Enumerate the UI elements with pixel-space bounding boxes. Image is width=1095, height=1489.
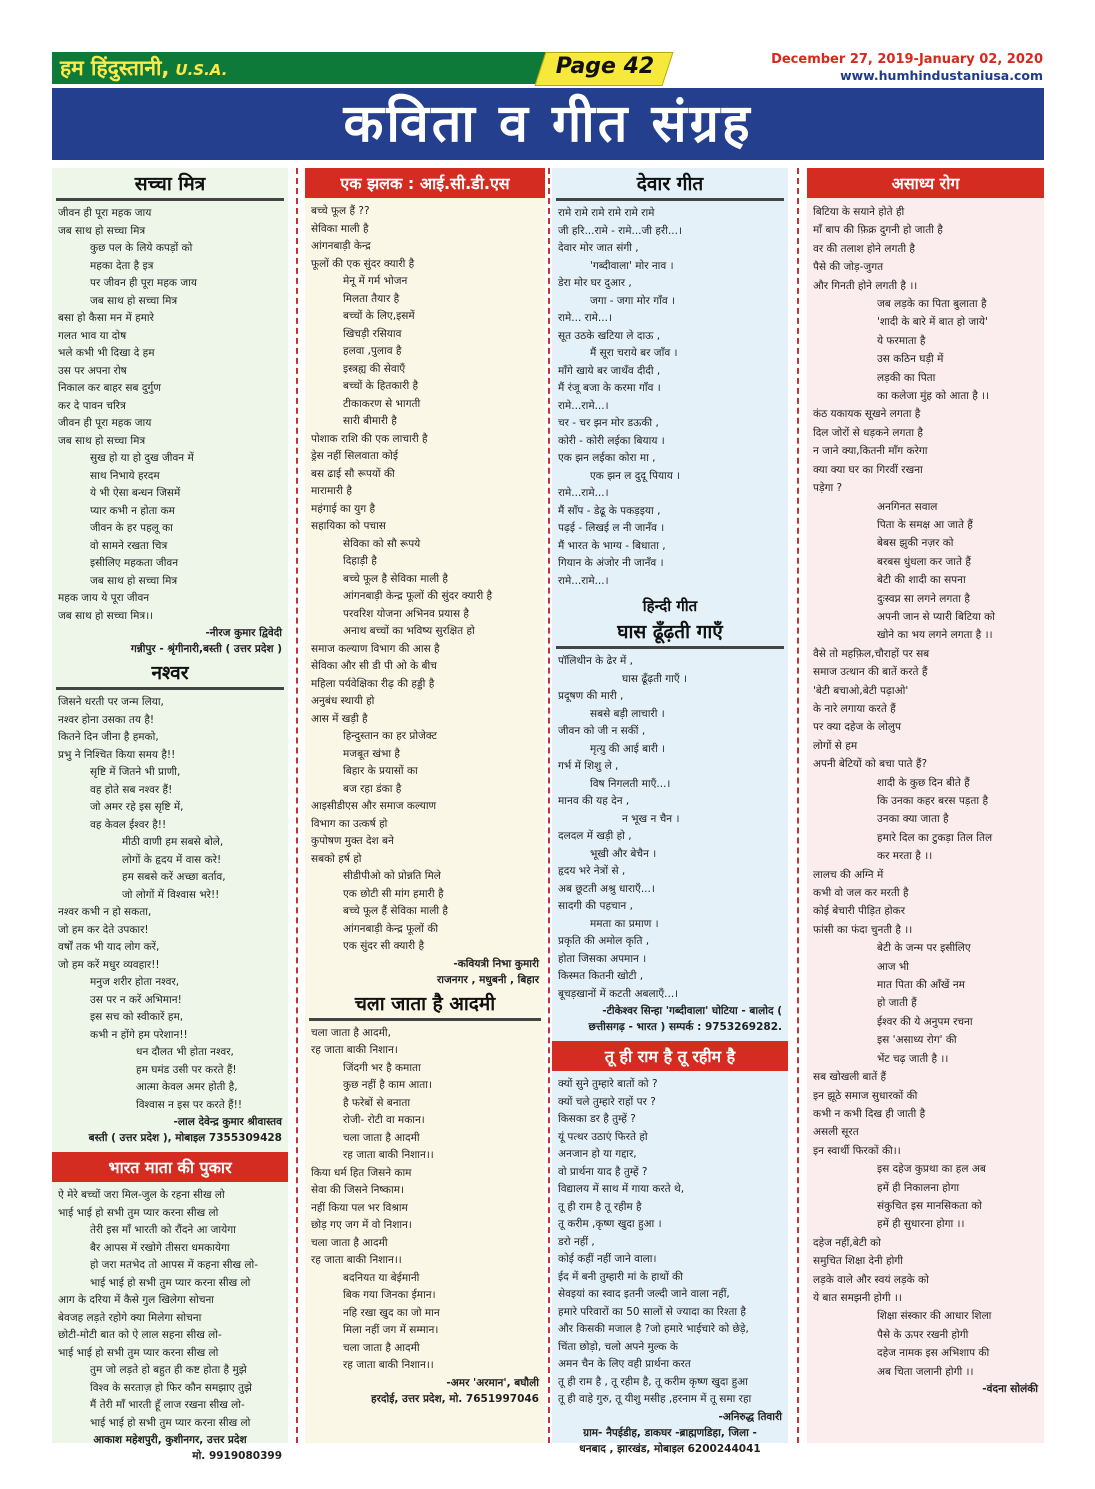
poem-line: देवार मोर जात संगी , xyxy=(558,242,639,254)
poem-line: ये फरमाता है xyxy=(877,334,926,347)
poem-line: जो अमर रहे इस सृष्टि में, xyxy=(90,801,184,813)
poem-line: इन स्वार्थी फिरकों की।। xyxy=(813,1144,901,1157)
poem-line: दिल जोरों से धड़कने लगता है xyxy=(813,426,924,439)
poem-line: हमें ही निकालना होगा xyxy=(877,1181,960,1194)
poem-line: बच्चे फूल हैं ?? xyxy=(311,205,370,217)
poem-line: है फरेबों से बनाता xyxy=(343,1096,411,1109)
poem-author: -लाल देवेन्द्र कुमार श्रीवास्तव xyxy=(173,1116,282,1128)
poem-line: तेरी इस माँ भारती को रौंदने आ जायेगा xyxy=(90,1224,236,1236)
poem-line: समाज उत्थान की बातें करते हैं xyxy=(813,666,928,679)
poem-line: छोड़ गए जग में वो निशान। xyxy=(311,1219,412,1231)
poem-line: वह केवल ईश्वर है!! xyxy=(90,818,167,831)
poem-line: अपनी बेटियों को बचा पाते हैं? xyxy=(813,758,928,771)
poem-line: मैं भारत के भाग्य - बिधाता , xyxy=(558,539,666,552)
poem-line: एक सुंदर सी क्यारी है xyxy=(343,940,425,952)
poem-line: लड़की का पिता xyxy=(877,371,936,384)
poem-line: जब साथ हो सच्चा मित्र।। xyxy=(58,609,154,622)
poem-line: यूं पत्थर उठाएं फिरते हो xyxy=(558,1130,648,1143)
poem-line: बूचड़खानों में कटती अबलाएँ...। xyxy=(558,987,679,1000)
column-3 xyxy=(552,168,788,1455)
poem-line: जब साथ हो सच्चा मित्र xyxy=(90,574,178,587)
poem-line: आंगनबाड़ी केन्द्र xyxy=(311,240,371,252)
poem-line: रामे...रामे...। xyxy=(558,574,609,587)
poem-line: रह जाता बाकी निशान।। xyxy=(343,1359,434,1371)
poem-line: कि उनका कहर बरस पड़ता है xyxy=(877,795,989,807)
poem-body xyxy=(807,203,1044,1381)
poem-line: हो जरा मतभेद तो आपस में कहना सीख लो- xyxy=(90,1259,259,1271)
poem-line: मृत्यु की आई बारी । xyxy=(590,742,666,755)
poem-line: 'गब्दीवाला' मोर नाव । xyxy=(590,259,674,272)
poem-line: उनका क्या जाता है xyxy=(877,813,949,826)
poem-body xyxy=(305,1025,545,1375)
poem-line: कुछ नहीं है काम आता। xyxy=(343,1079,432,1091)
poem-line: नश्वर होना उसका तय है! xyxy=(58,713,155,726)
poem-line: हिन्दुस्तान का हर प्रोजेक्ट xyxy=(343,730,437,742)
poem-line: आग के दरिया में कैसे गुल खिलेगा सोचना xyxy=(58,1294,215,1306)
poem-line: लोगों से हम xyxy=(813,739,858,752)
website-url[interactable]: www.humhindustaniusa.com xyxy=(840,68,1043,83)
poem-line: आस में खड़ी है xyxy=(311,712,368,725)
poem-line: नश्वर कभी न हो सकता, xyxy=(58,906,152,918)
poem-line: दहेज नामक इस अभिशाप की xyxy=(877,1347,990,1360)
poem-title: असाध्य रोग xyxy=(807,168,1044,198)
poem-line: लड़के वाले और स्वयं लड़के को xyxy=(813,1273,929,1286)
poem-line: गर्भ में शिशु ले , xyxy=(558,760,619,772)
poem-author-place: राजनगर , मधुबनी , बिहार xyxy=(436,973,539,986)
poem-line: भाई भाई हो सभी तुम प्यार करना सीख लो xyxy=(90,1276,251,1289)
poem-line: जीवन ही पूरा महक जाय xyxy=(58,207,152,219)
poem-line: विद्यालय में साथ में गाया करते थे, xyxy=(558,1183,685,1195)
poem-line: रोजी- रोटी वा मकान। xyxy=(343,1114,425,1126)
poem-line: इस सच को स्वीकारें हम, xyxy=(90,1011,184,1023)
poem-line: दहेज नहीं,बेटी को xyxy=(813,1236,881,1249)
poem-line: जो लोगों में विश्वास भरे!! xyxy=(122,888,220,901)
poem-line: बरबस धुंधला कर जाते हैं xyxy=(877,555,971,568)
column-separator xyxy=(797,168,799,1443)
poem-line: भाई भाई हो सभी तुम प्यार करना सीख लो xyxy=(58,1346,219,1359)
poem-line: और गिनती होने लगती है ।। xyxy=(813,279,918,292)
poem-line: एक झन ल दुदू पियाय । xyxy=(590,469,681,482)
poem-line: ईश्वर की ये अनुपम रचना xyxy=(877,1015,973,1028)
poem-line: भाई भाई हो सभी तुम प्यार करना सीख लो xyxy=(58,1206,219,1219)
poem-line: साथ निभाये हरदम xyxy=(90,469,160,482)
poem-line: बच्चों के हितकारी है xyxy=(343,380,419,392)
poem-line: बेटी के जन्म पर इसीलिए xyxy=(877,942,971,955)
poem-line: के नारे लगाया करते हैं xyxy=(813,702,896,715)
poem-line: कोरी - कोरी लईका बियाय । xyxy=(558,434,665,447)
poem-line: शादी के कुछ दिन बीते हैं xyxy=(877,776,970,789)
poem-line: सारी बीमारी है xyxy=(343,415,397,427)
poem-line: रामे...रामे...। xyxy=(558,487,609,499)
poem-line: तू ही राम है तू रहीम है xyxy=(558,1200,642,1213)
poem-line: अनजान हो या गद्दार, xyxy=(558,1148,637,1160)
poem-line: लालच की अग्नि में xyxy=(813,868,884,881)
poem-line: अनगिनत सवाल xyxy=(877,500,938,513)
poem-line: मनुज शरीर होता नश्वर, xyxy=(90,976,180,988)
poem-line: चला जाता है आदमी xyxy=(343,1341,420,1354)
poem-line: फांसी का फंदा चुनती है ।। xyxy=(813,923,913,936)
poem-line: दिहाड़ी है xyxy=(343,555,377,567)
poem-line: चर - चर झन मोर डऊकी , xyxy=(558,417,659,429)
poem-line: जी हरि...रामे - रामे...जी हरी...। xyxy=(558,224,682,237)
poem-line: मैं रंजू बजा के करमा गाँव । xyxy=(558,382,661,394)
poem-author: -नीरज कुमार द्विवेदी xyxy=(205,627,282,639)
poem-line: मीठी वाणी हम सबसे बोले, xyxy=(122,836,224,848)
poem-line: अमन चैन के लिए वही प्रार्थना करत xyxy=(558,1358,691,1370)
poem-line: खोने का भय लगने लगता है ।। xyxy=(877,629,993,642)
poem-line: सृष्टि में जितने भी प्राणी, xyxy=(90,766,181,778)
poem-line: वो प्रार्थना याद है तुम्हें ? xyxy=(558,1165,648,1178)
poem-line: न भूख न चैन । xyxy=(622,812,680,825)
poem-line: आंगनबाड़ी केन्द्र फूलों की xyxy=(343,922,439,935)
poem-line: सहायिका को पचास xyxy=(311,520,386,532)
poem-line: तू करीम ,कृष्ण खुदा हुआ । xyxy=(558,1218,662,1230)
poem-title: सच्चा मित्र xyxy=(56,170,284,201)
poem-line: आत्मा केवल अमर होती है, xyxy=(136,1081,238,1093)
poem-line: मिलता तैयार है xyxy=(343,292,400,305)
poem-line: मारामारी है xyxy=(311,485,352,497)
poem-line: अब छूटती अश्रु धाराएँ...। xyxy=(558,882,655,895)
poem-author-place-2: धनबाद , झारखंड, मोबाइल 6200244041 xyxy=(579,1442,761,1455)
poem-title: चला जाता है आदमी xyxy=(309,990,541,1021)
poem-line: चला जाता है आदमी xyxy=(343,1131,420,1144)
poem-line: परवरिश योजना अभिनव प्रयास है xyxy=(343,607,469,620)
column-separator xyxy=(548,168,550,1443)
poem-line: विभाग का उत्कर्ष हो xyxy=(311,817,388,830)
poem-author-place: गन्नीपुर - श्रृंगीनारी,बस्ती ( उत्तर प्रदेश ) xyxy=(130,643,282,655)
poem-author-place: मो. 9919080399 xyxy=(192,1450,282,1462)
poem-line: सबसे बड़ी लाचारी । xyxy=(590,707,665,720)
poem-line: बैर आपस में रखोगे तीसरा धमकायेगा xyxy=(90,1241,230,1254)
poem-line: जब साथ हो सच्चा मित्र xyxy=(58,224,146,237)
poem-line: क्यों सुने तुम्हारे बातों को ? xyxy=(558,1078,658,1090)
poem-line: मिला नहीं जग में सम्मान। xyxy=(343,1324,439,1336)
poem-author-place: छत्तीसगढ़ - भारत ) सम्पर्क : 9753269282. xyxy=(588,1021,782,1033)
issue-date: December 27, 2019-January 02, 2020 xyxy=(771,52,1043,67)
poem-line: सूत उठके खटिया ले दाऊ , xyxy=(558,329,661,342)
poem-line: वर्षों तक भी याद लोग करें, xyxy=(58,941,160,953)
poem-line: सेवा की जिसने निष्काम। xyxy=(311,1184,404,1196)
poem-line: जगा - जगा मोर गाँव । xyxy=(590,294,676,307)
poem-line: वो सामने रखता चित्र xyxy=(90,539,168,552)
poem-author: -अनिरुद्ध तिवारी xyxy=(718,1410,782,1423)
poem-line: तू ही वाहे गुरु, तू यीशु मसीह ,हरनाम में तू समा रहा xyxy=(558,1393,752,1405)
poem-line: प्रदूषण की मारी , xyxy=(558,690,624,702)
poem-line: डरो नहीं , xyxy=(558,1235,595,1248)
poem-line: जो हम करें मधुर व्यवहार!! xyxy=(58,958,160,971)
poem-line: कोई कहीं नहीं जाने वाला। xyxy=(558,1253,657,1265)
poem-line: मात पिता की आँखें नम xyxy=(877,979,965,992)
poem-line: प्यार कभी न होता कम xyxy=(90,504,175,517)
poem-line: उस पर न करें अभिमान! xyxy=(90,993,182,1006)
poem-line: हम सबसे करें अच्छा बर्ताव, xyxy=(122,871,226,883)
poem-line: रामे... रामे...। xyxy=(558,312,612,324)
poem-line: भेंट चढ़ जाती है ।। xyxy=(877,1052,949,1065)
poem-line: बिक गया जिनका ईमान। xyxy=(343,1289,436,1301)
poem-line: महंगाई का युग है xyxy=(311,502,376,515)
poem-body xyxy=(52,205,288,625)
poem-line: पर जीवन ही पूरा महक जाय xyxy=(90,277,197,289)
poem-line: मेनू में गर्म भोजन xyxy=(343,275,408,287)
poem-line: पड़ेगा ? xyxy=(813,482,843,495)
poem-author: -वंदना सोलंकी xyxy=(982,1383,1038,1395)
poem-subtitle: हिन्दी गीत xyxy=(642,597,698,615)
poem-line: गलत भाव या दोष xyxy=(58,329,127,342)
poem-line: शिक्षा संस्कार की आधार शिला xyxy=(877,1310,992,1323)
poem-line: इस्त्रह्य की सेवाएँ xyxy=(343,362,406,375)
poem-line: कोई बेचारी पीड़ित होकर xyxy=(813,905,906,918)
poem-line: अनुबंध स्थायी हो xyxy=(311,695,375,707)
poem-line: रामे...रामे...। xyxy=(558,399,609,412)
poem-line: पर क्या दहेज के लोलुप xyxy=(813,721,901,734)
poem-line: प्रभु ने निश्चित किया समय है!! xyxy=(58,748,176,761)
poem-line: हमें ही सुधारना होगा ।। xyxy=(877,1218,965,1231)
poem-line: ये भी ऐसा बन्धन जिसमें xyxy=(90,487,181,499)
poem-title: तू ही राम है तू रहीम है xyxy=(552,1041,788,1071)
poem-line: कर मरता है ।। xyxy=(877,850,933,863)
poem-line: बेटी की शादी का सपना xyxy=(877,574,966,587)
poem-line: खिचड़ी रसियाव xyxy=(343,327,402,340)
poem-line: सादगी की पहचान , xyxy=(558,900,633,912)
poem-line: जीवन को जी न सकीं , xyxy=(558,725,646,737)
poem-line: इस 'असाध्य रोग' की xyxy=(877,1034,957,1047)
poem-line: तुम जो लड़ते हो बहुत ही कष्ट होता है मुझे xyxy=(90,1364,247,1376)
poem-body xyxy=(552,1076,788,1409)
poem-line: इसीलिए महकता जीवन xyxy=(90,557,179,569)
poem-line: जिसने धरती पर जन्म लिया, xyxy=(58,696,164,708)
poem-line: विष निगलती माएँ...। xyxy=(590,777,671,790)
masthead-title xyxy=(60,54,227,82)
poem-line: क्यों चले तुम्हारे राहों पर ? xyxy=(558,1095,656,1108)
poem-line: चिंता छोड़ो, चलो अपने मुल्क के xyxy=(558,1340,678,1353)
section-title: कविता व गीत संग्रह xyxy=(343,94,753,154)
poem-line: बच्चे फूल हैं सेविका माली है xyxy=(343,905,448,917)
poem-line: बदनियत या बेईमानी xyxy=(343,1271,420,1284)
poem-line: हमारे दिल का टुकड़ा तिल तिल xyxy=(877,831,993,844)
poem-line: विश्व के सरताज़ हो फिर कौन समझाए तुझे xyxy=(90,1381,252,1394)
poem-line: का कलेजा मुंह को आता है ।। xyxy=(877,390,990,403)
poem-line: गियान के अंजोर नी जानँव । xyxy=(558,557,664,569)
poem-line: बस ढाई सौ रूपयों की xyxy=(311,467,395,480)
poem-author-place: ग्राम- नैपईडीह, डाकघर -ब्राह्मणडिहा, जिला - xyxy=(583,1426,757,1439)
masthead-title-text: हम हिंदुस्तानी, xyxy=(60,56,170,80)
poem-line: घास ढूँढ़ती गाएँ । xyxy=(622,672,687,685)
poem-line: जब साथ हो सच्चा मित्र xyxy=(90,294,178,307)
poem-line: फूलों की एक सुंदर क्यारी है xyxy=(311,257,415,270)
poem-line: हमारे परिवारों का 50 सालों से ज्यादा का रिश्ता है xyxy=(558,1305,747,1318)
poem-line: उस कठिन घड़ी में xyxy=(877,353,944,366)
poem-line: कुछ पल के लिये कपड़ों को xyxy=(90,242,193,254)
poem-line: ड्रेस नहीं सिलवाता कोई xyxy=(311,450,398,462)
poem-line: हलवा ,पुलाव है xyxy=(343,345,402,357)
poem-line: मैं तेरी माँ भारती हूँ लाज रखना सीख लो- xyxy=(90,1399,245,1411)
poem-line: ममता का प्रमाण । xyxy=(590,917,659,930)
poem-line: बच्चे फूल है सेविका माली है xyxy=(343,572,448,585)
poem-line: जीवन के हर पहलू का xyxy=(90,522,173,534)
poem-body xyxy=(305,203,545,956)
poem-line: तू ही राम है , तू रहीम है, तू करीम कृष्ण खुदा हुआ xyxy=(558,1375,748,1388)
poem-line: हृदय भरे नेत्रों से , xyxy=(558,865,626,877)
poem-line: महक जाय ये पूरा जीवन xyxy=(58,592,150,604)
poem-author: -अमर 'अरमान', बघौली xyxy=(446,1376,539,1389)
poem-author: आकाश महेशपुरी, कुशीनगर, उत्तर प्रदेश xyxy=(93,1434,247,1446)
poem-line: कर दे पावन चरित्र xyxy=(58,399,126,412)
poem-line: संकुचित इस मानसिकता को xyxy=(877,1199,982,1212)
poem-line: सब खोखली बातें हैं xyxy=(813,1071,887,1084)
poem-line: भाई भाई हो सभी तुम प्यार करना सीख लो xyxy=(90,1416,251,1429)
poem-line: और किसकी मजाल है ?जो हमारे भाईचारे को छेड़े, xyxy=(558,1323,749,1335)
poem-line: बच्चों के लिए,इसमें xyxy=(343,310,415,322)
poem-line: ये बात समझनी होगी ।। xyxy=(813,1291,902,1304)
poem-line: किसका डर है तुम्हें ? xyxy=(558,1113,636,1125)
poem-line: नहीं किया पल भर विश्राम xyxy=(311,1201,408,1214)
poem-line: पैसे के ऊपर रखनी होगी xyxy=(877,1328,969,1341)
poem-line: असली सूरत xyxy=(813,1126,859,1139)
poem-line: नहि रखा खुद का जो मान xyxy=(343,1306,440,1319)
poem-line: समुचित शिक्षा देनी होगी xyxy=(813,1255,903,1268)
poem-line: एक झन लईका कोरा मा , xyxy=(558,452,656,464)
poem-line: डेरा मोर घर दुआर , xyxy=(558,277,632,289)
poem-title: देवार गीत xyxy=(556,170,784,201)
poem-author: -कवियत्री निभा कुमारी xyxy=(453,957,539,970)
poem-line: वैसे तो महफ़िल,चौराहों पर सब xyxy=(813,647,930,660)
poem-line: बेवजह लड़ते रहोगे क्या मिलेगा सोचना xyxy=(58,1311,202,1324)
poem-line: पॉलिथीन के ढेर में , xyxy=(558,655,634,667)
poem-line: होता जिसका अपमान । xyxy=(558,952,647,965)
poem-line: एक छोटी सी मांग हमारी है xyxy=(343,887,444,900)
column-separator xyxy=(296,168,298,1443)
poem-line: आइसीडीएस और समाज कल्याण xyxy=(311,800,437,812)
poem-line: आज भी xyxy=(877,960,909,973)
poem-body xyxy=(552,653,788,1003)
poem-line: जब लड़के का पिता बुलाता है xyxy=(877,298,987,311)
poem-line: किया धर्म हित जिसने काम xyxy=(311,1166,412,1179)
poem-author: -टीकेश्वर सिन्हा 'गब्दीवाला' घोटिया - बालोद ( xyxy=(602,1005,782,1017)
poem-line: न जाने क्या,कितनी माँग करेगा xyxy=(813,445,928,458)
poem-line: पोशाक राशि की एक लाचारी है xyxy=(311,432,428,445)
poem-line: किस्मत कितनी खोटी , xyxy=(558,970,644,982)
poem-line: हो जाती हैं xyxy=(877,997,917,1010)
poem-title: एक झलक : आई.सी.डी.एस xyxy=(305,168,545,198)
poem-line: 'बेटी बचाओ,बेटी पढ़ाओ' xyxy=(813,684,909,697)
poem-line: सेविका माली है xyxy=(311,222,369,235)
poem-line: महिला पर्यवेक्षिका रीढ़ की हड्डी है xyxy=(311,677,435,690)
poem-author-place: बस्ती ( उत्तर प्रदेश ), मोबाइल 7355309428 xyxy=(88,1132,282,1144)
poem-line: महका देता है इत्र xyxy=(90,259,154,272)
poem-line: सेविका को सौ रूपये xyxy=(343,537,421,550)
poem-line: पढ़ई - लिखई ल नी जानँव । xyxy=(558,522,665,534)
poem-line: अब चिता जलानी होगी ।। xyxy=(877,1365,974,1378)
poem-line: चला जाता है आदमी xyxy=(311,1236,388,1249)
poem-line: कभी वो जल कर मरती है xyxy=(813,887,909,900)
poem-line: ईद में बनी तुम्हारी मां के हाथों की xyxy=(558,1270,683,1283)
column-2 xyxy=(305,168,545,1443)
poem-body xyxy=(52,1187,288,1432)
poem-line: सेविका और सी डी पी ओ के बीच xyxy=(311,660,437,672)
poem-body xyxy=(552,205,788,590)
poem-line: कभी न होंगे हम परेशान!! xyxy=(90,1028,188,1041)
poem-line: समाज कल्याण विभाग की आस है xyxy=(311,642,440,655)
poem-line: कितने दिन जीना है हमको, xyxy=(58,731,159,743)
poem-line: बिहार के प्रयासों का xyxy=(343,765,418,777)
poem-line: उस पर अपना रोष xyxy=(58,364,127,377)
poem-line: सुख हो या हो दुख जीवन में xyxy=(90,452,194,464)
poem-line: वर की तलाश होने लगती है xyxy=(813,242,916,255)
poem-line: टीकाकरण से भागती xyxy=(343,397,421,410)
poem-title: नश्वर xyxy=(56,659,284,690)
poem-line: विश्वास न इस पर करते हैं!! xyxy=(136,1098,243,1111)
poem-body xyxy=(52,694,288,1114)
poem-line: निकाल कर बाहर सब दुर्गुण xyxy=(58,382,161,394)
poem-line: भले कभी भी दिखा दे हम xyxy=(58,347,155,359)
poem-line: जब साथ हो सच्चा मित्र xyxy=(58,434,146,447)
poem-line: दलदल में खड़ी हो , xyxy=(558,830,632,842)
poem-line: माँ बाप की फ़िक्र दुगनी हो जाती है xyxy=(813,224,943,237)
poem-line: मजबूत खंभा है xyxy=(343,747,400,760)
poem-line: सबको हर्ष हो xyxy=(311,852,362,865)
poem-line: छोटी-मोटी बात को ऐ लाल सहना सीख लो- xyxy=(58,1329,222,1341)
poem-line: चला जाता है आदमी, xyxy=(311,1026,391,1039)
poem-line: क्या क्या घर का गिरवीं रखना xyxy=(813,463,923,476)
poem-line: अनाथ बच्चों का भविष्य सुरक्षित हो xyxy=(343,625,475,637)
column-1 xyxy=(52,168,288,1462)
page-number: Page 42 xyxy=(555,54,655,79)
poem-line: सीडीपीओ को प्रोन्नति मिले xyxy=(343,870,441,882)
poem-line: मैं सूरा चराये बर जाँव । xyxy=(590,347,678,359)
poem-line: हम घमंड उसी पर करते हैं! xyxy=(136,1063,237,1076)
poem-line: वह होते सब नश्वर हैं! xyxy=(90,783,173,796)
poem-author-place: हरदोई, उत्तर प्रदेश, मो. 7651997046 xyxy=(371,1392,539,1405)
poem-line: अपनी जान से प्यारी बिटिया को xyxy=(877,610,995,623)
column-4 xyxy=(807,168,1044,1443)
poem-line: बिटिया के सयाने होते ही xyxy=(813,206,905,218)
poem-line: कंठ यकायक सूखने लगता है xyxy=(813,408,921,421)
poem-line: दुःस्वप्न सा लगने लगता है xyxy=(877,592,970,605)
poem-line: रामे रामे रामे रामे रामे रामे xyxy=(558,207,655,219)
poem-line: रह जाता बाकी निशान। xyxy=(311,1044,398,1056)
poem-line: बज रहा डंका है xyxy=(343,782,402,795)
poem-line: बसा हो कैसा मन में हमारे xyxy=(58,312,154,324)
poem-line: लोगों के हृदय में वास करे! xyxy=(122,853,222,866)
masthead-usa: U.S.A. xyxy=(175,61,228,79)
poem-line: सेवइयां का स्वाद इतनी जल्दी जाने वाला नहीं, xyxy=(558,1288,730,1300)
poem-line: प्रकृति की अमोल कृति , xyxy=(558,935,650,947)
poem-line: कभी न कभी दिख ही जाती है xyxy=(813,1107,926,1120)
poem-line: माँगे खाये बर जाथँव दीदी , xyxy=(558,364,661,377)
poem-line: जिंदगी भर है कमाता xyxy=(343,1061,421,1074)
poem-line: धन दौलत भी होता नश्वर, xyxy=(136,1046,234,1058)
poem-line: कुपोषण मुक्त देश बने xyxy=(311,835,394,847)
poem-line: इन झूठे समाज सुधारकों की xyxy=(813,1089,918,1102)
poem-title: घास ढूँढ़ती गाएँ xyxy=(556,618,784,649)
poem-line: बेबस झुकी नज़र को xyxy=(877,537,954,550)
poem-line: भूखी और बेचैन । xyxy=(590,847,657,860)
poem-line: जो हम कर देते उपकार! xyxy=(58,923,149,936)
poem-line: 'शादी के बारे में बात हो जाये' xyxy=(877,316,988,329)
poem-line: पैसे की जोड़-जुगत xyxy=(813,261,884,274)
poem-line: जीवन ही पूरा महक जाय xyxy=(58,417,152,429)
poem-line: रह जाता बाकी निशान।। xyxy=(343,1149,434,1161)
poem-line: मैं साँप - डेढू के पकड़इया , xyxy=(558,504,661,517)
poem-line: आंगनबाड़ी केन्द्र फूलों की सुंदर क्यारी है xyxy=(343,590,493,602)
poem-line: मानव की यह देन , xyxy=(558,795,630,807)
poem-line: रह जाता बाकी निशान।। xyxy=(311,1254,402,1266)
poem-line: पिता के समक्ष आ जाते हैं xyxy=(877,518,973,531)
poem-title: भारत माता की पुकार xyxy=(52,1152,288,1182)
poem-line: ऐ मेरे बच्चों जरा मिल-जुल के रहना सीख लो xyxy=(58,1189,225,1201)
poem-line: इस दहेज कुप्रथा का हल अब xyxy=(877,1163,986,1176)
